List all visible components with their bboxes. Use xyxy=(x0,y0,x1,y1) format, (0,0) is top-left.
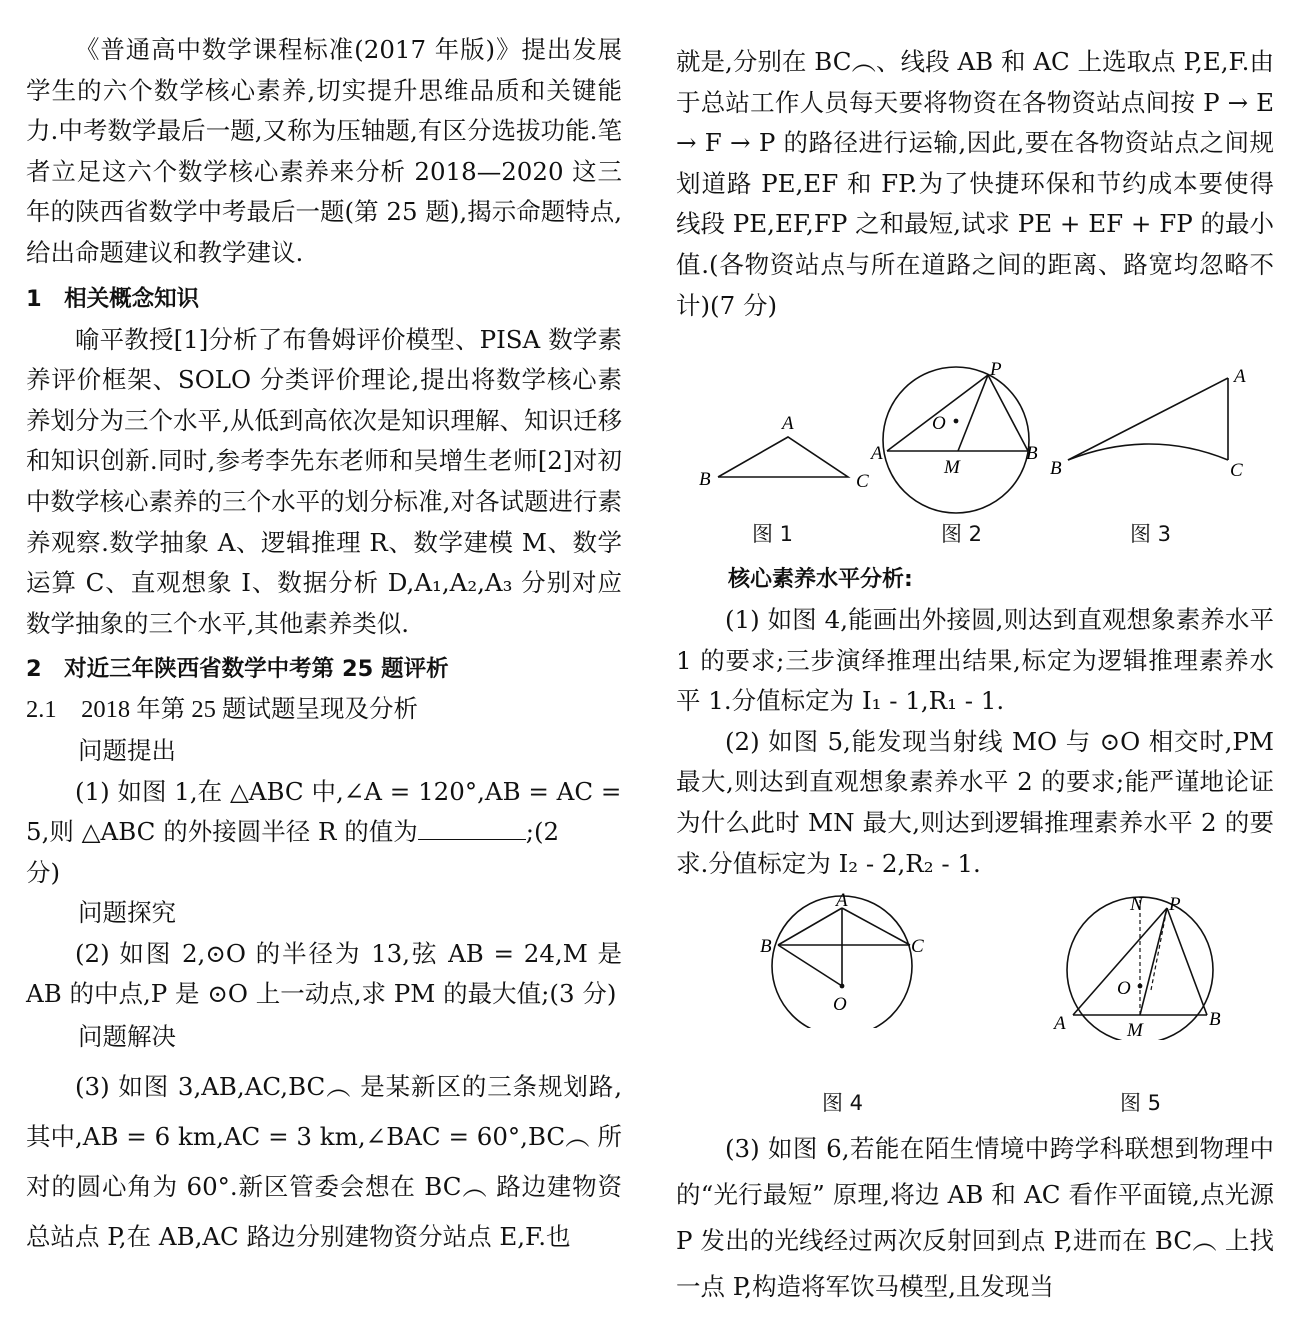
question-1-line1: (1) 如图 1,在 △ABC 中,∠A = 120°,AB = AC = xyxy=(75,776,622,806)
fig3-label-c: C xyxy=(1230,460,1243,481)
fig5-label-n: N xyxy=(1130,894,1143,915)
figure-4-caption: 图 4 xyxy=(822,1091,864,1115)
section-1-heading: 1 相关概念知识 xyxy=(26,285,200,312)
concept-paragraph: 喻平教授[1]分析了布鲁姆评价模型、PISA 数学素养评价框架、SOLO 分类评价理论,提出将数学核心素养划分为三个水平,从低到高依次是知识理解、知识迁移和知识创新.同时,参考李先东老师和吴增生老师[2]对初中数学核心素养的三个水平的划分标准,对各试题进行素养观察.数学抽象 A、逻辑推理 R、数学建模 M、数学运算 C、直观想象 I、数据分析 D,A₁,A₂,A₃ 分别对应数学抽象的三个水平,其他素养类似. xyxy=(26,324,622,638)
figure-1-caption: 图 1 xyxy=(752,522,794,546)
analysis-2: (2) 如图 5,能发现当射线 MO 与 ⊙O 相交时,PM 最大,则达到直观想象素养水平 2 的要求;能严谨地论证为什么此时 MN 最大,则达到逻辑推理素养水平 2 的要求.分值标定为 I₂ - 2,R₂ - 1. xyxy=(676,726,1274,878)
figure-3 xyxy=(1040,360,1260,490)
fig5-label-o: O xyxy=(1117,978,1131,999)
section-2-heading: 2 对近三年陕西省数学中考第 25 题评析 xyxy=(26,656,449,683)
figure-5 xyxy=(1045,890,1235,1040)
left-column xyxy=(26,0,622,1262)
fig2-label-a: A xyxy=(871,443,883,464)
fig4-label-c: C xyxy=(911,936,924,957)
figure-2 xyxy=(860,355,1060,515)
fig4-label-a: A xyxy=(836,890,848,911)
fig5-label-b: B xyxy=(1209,1009,1221,1030)
section-2-1-heading: 2.1 2018 年第 25 题试题呈现及分析 xyxy=(26,696,418,724)
fig4-label-o: O xyxy=(833,994,847,1015)
analysis-1: (1) 如图 4,能画出外接圆,则达到直观想象素养水平 1 的要求;三步演绎推理出结果,标定为逻辑推理素养水平 1.分值标定为 I₁ - 1,R₁ - 1. xyxy=(676,605,1274,716)
figure-5-caption: 图 5 xyxy=(1120,1091,1162,1115)
problem-explore-label: 问题探究 xyxy=(78,898,176,928)
question-3: (3) 如图 3,AB,AC,BC︵ 是某新区的三条规划路,其中,AB = 6 km,AC = 3 km,∠BAC = 60°,BC︵ 所对的圆心角为 60°.新区管委会想在 BC︵ 路边建物资总站点 P,在 AB,AC 路边分别建物资分站点 E,F.也 xyxy=(26,1071,622,1251)
question-1-line2 xyxy=(26,812,622,853)
fig1-label-c: C xyxy=(856,471,869,492)
problem-raise-label: 问题提出 xyxy=(78,735,176,765)
analysis-section xyxy=(676,560,1274,884)
fig5-label-p: P xyxy=(1169,894,1181,915)
fig2-label-m: M xyxy=(944,457,960,478)
fig2-label-p: P xyxy=(990,359,1002,380)
intro-paragraph: 《普通高中数学课程标准(2017 年版)》提出发展学生的六个数学核心素养,切实提升思维品质和关键能力.中考数学最后一题,又称为压轴题,有区分选拔功能.笔者立足这六个数学核心素养来分析 2018—2020 这三年的陕西省数学中考最后一题(第 25 题),揭示命题特点,给出命题建议和教学建议. xyxy=(26,35,622,267)
question-1-score: ;(2 xyxy=(525,817,560,847)
figure-4 xyxy=(750,888,940,1028)
problem-solve-label: 问题解决 xyxy=(78,1022,176,1052)
fig1-label-b: B xyxy=(699,469,711,490)
fig3-label-a: A xyxy=(1234,366,1246,387)
answer-blank xyxy=(418,813,526,840)
analysis-3-section xyxy=(676,1126,1274,1310)
fig2-label-o: O xyxy=(932,413,946,434)
fig5-label-m: M xyxy=(1127,1020,1143,1040)
figure-3-caption: 图 3 xyxy=(1130,522,1172,546)
question-3-continued: 就是,分别在 BC︵、线段 AB 和 AC 上选取点 P,E,F.由于总站工作人员每天要将物资在各物资站点间按 P → E → F → P 的路径进行运输,因此,要在各物资站点之间规划道路 PE,EF 和 FP.为了快捷环保和节约成本要使得线段 PE,EF,FP 之和最短,试求 PE + EF + FP 的最小值.(各物资站点与所在道路之间的距离、路宽均忽略不计)(7 分) xyxy=(676,47,1274,320)
question-1-score-end: 分) xyxy=(26,857,61,887)
question-1-text: 5,则 △ABC 的外接圆半径 R 的值为 xyxy=(26,817,418,847)
question-2: (2) 如图 2,⊙O 的半径为 13,弦 AB = 24,M 是 AB 的中点,P 是 ⊙O 上一动点,求 PM 的最大值;(3 分) xyxy=(26,938,622,1009)
fig5-label-a: A xyxy=(1054,1013,1066,1034)
fig2-label-b: B xyxy=(1026,443,1038,464)
figure-2-caption: 图 2 xyxy=(941,522,983,546)
fig4-label-b: B xyxy=(760,936,772,957)
right-column xyxy=(676,0,1274,326)
analysis-3: (3) 如图 6,若能在陌生情境中跨学科联想到物理中的“光行最短” 原理,将边 AB 和 AC 看作平面镜,点光源 P 发出的光线经过两次反射回到点 P,进而在 BC︵ 上找一点 P,构造将军饮马模型,且发现当 xyxy=(676,1134,1274,1301)
fig1-label-a: A xyxy=(782,413,794,434)
core-analysis-heading: 核心素养水平分析: xyxy=(728,567,913,592)
fig3-label-b: B xyxy=(1050,458,1062,479)
